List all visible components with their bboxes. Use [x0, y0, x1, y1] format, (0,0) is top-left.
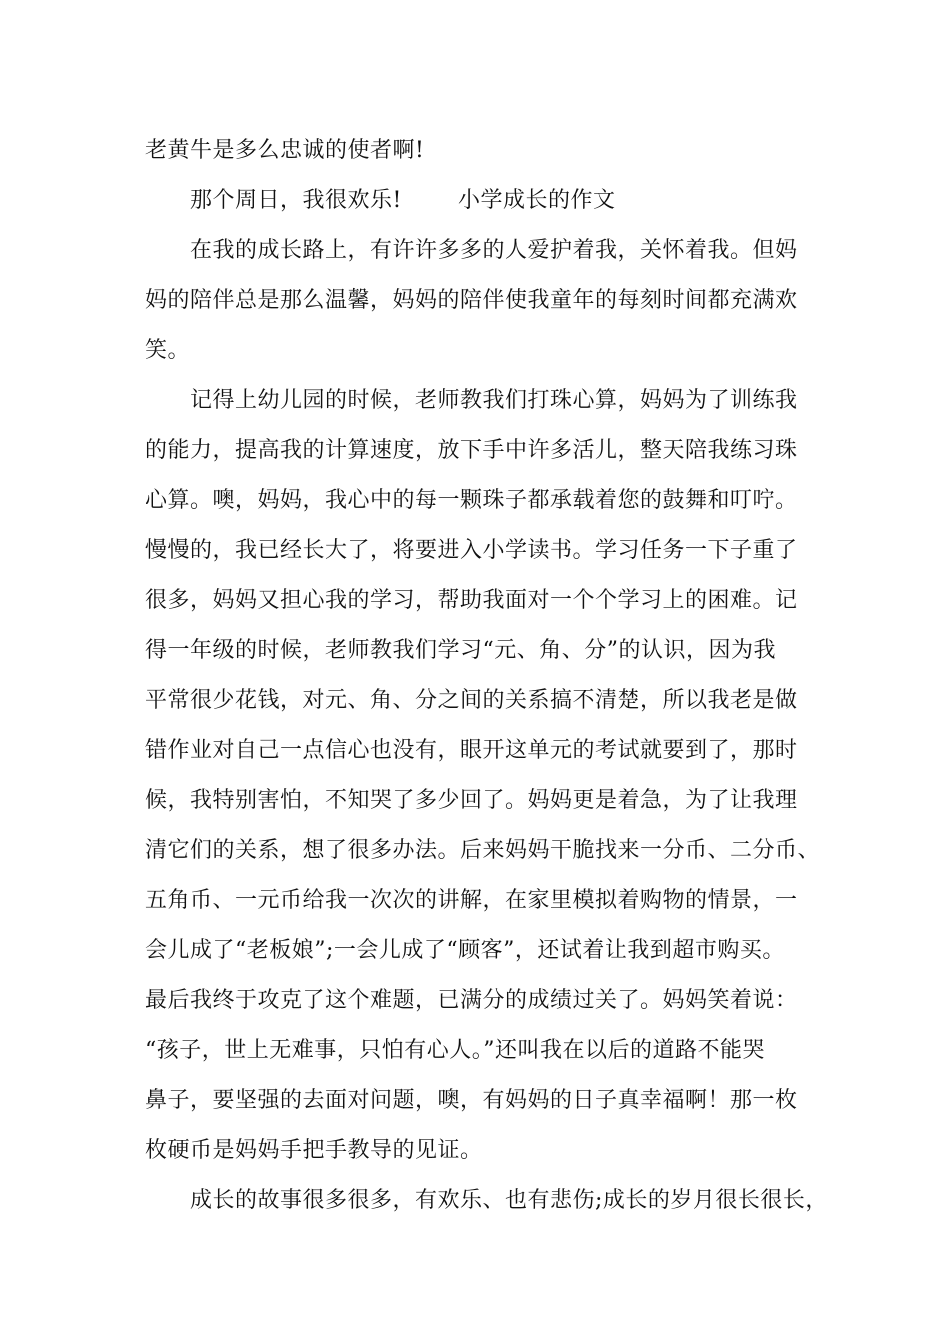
essay-title: 小学成长的作文	[458, 188, 616, 213]
text-line: 的能力，提高我的计算速度，放下手中许多活儿，整天陪我练习珠	[145, 438, 798, 463]
text-line: 会儿成了“老板娘”;一会儿成了“顾客”，还试着让我到超市购买。	[145, 938, 785, 963]
text-line: 五角币、一元币给我一次次的讲解，在家里模拟着购物的情景，一	[145, 888, 798, 913]
text-line: 那个周日，我很欢乐!	[190, 188, 402, 213]
text-line: 得一年级的时候，老师教我们学习“元、角、分”的认识，因为我	[145, 638, 776, 663]
text-line: 枚硬币是妈妈手把手教导的见证。	[145, 1138, 483, 1163]
text-line: 平常很少花钱，对元、角、分之间的关系搞不清楚，所以我老是做	[145, 688, 798, 713]
text-line: 心算。噢，妈妈，我心中的每一颗珠子都承载着您的鼓舞和叮咛。	[145, 488, 798, 513]
text-line: 错作业对自己一点信心也没有，眼开这单元的考试就要到了，那时	[145, 738, 798, 763]
text-line: 老黄牛是多么忠诚的使者啊!	[145, 138, 425, 163]
text-line: “孩子，世上无难事，只怕有心人。”还叫我在以后的道路不能哭	[145, 1038, 765, 1063]
text-line: 清它们的关系，想了很多办法。后来妈妈干脆找来一分币、二分币、	[145, 838, 821, 863]
text-line: 候，我特别害怕，不知哭了多少回了。妈妈更是着急，为了让我理	[145, 788, 798, 813]
text-line: 记得上幼儿园的时候，老师教我们打珠心算，妈妈为了训练我	[190, 388, 798, 413]
text-line: 妈的陪伴总是那么温馨，妈妈的陪伴使我童年的每刻时间都充满欢	[145, 288, 798, 313]
text-line: 成长的故事很多很多，有欢乐、也有悲伤;成长的岁月很长很长，	[190, 1188, 828, 1213]
text-line: 笑。	[145, 338, 191, 363]
text-line: 慢慢的，我已经长大了，将要进入小学读书。学习任务一下子重了	[145, 538, 798, 563]
text-line: 鼻子，要坚强的去面对问题，噢，有妈妈的日子真幸福啊！那一枚	[145, 1088, 798, 1113]
text-line: 很多，妈妈又担心我的学习，帮助我面对一个个学习上的困难。记	[145, 588, 798, 613]
text-line: 最后我终于攻克了这个难题，已满分的成绩过关了。妈妈笑着说：	[145, 988, 798, 1013]
text-line: 在我的成长路上，有许许多多的人爱护着我，关怀着我。但妈	[190, 238, 798, 263]
